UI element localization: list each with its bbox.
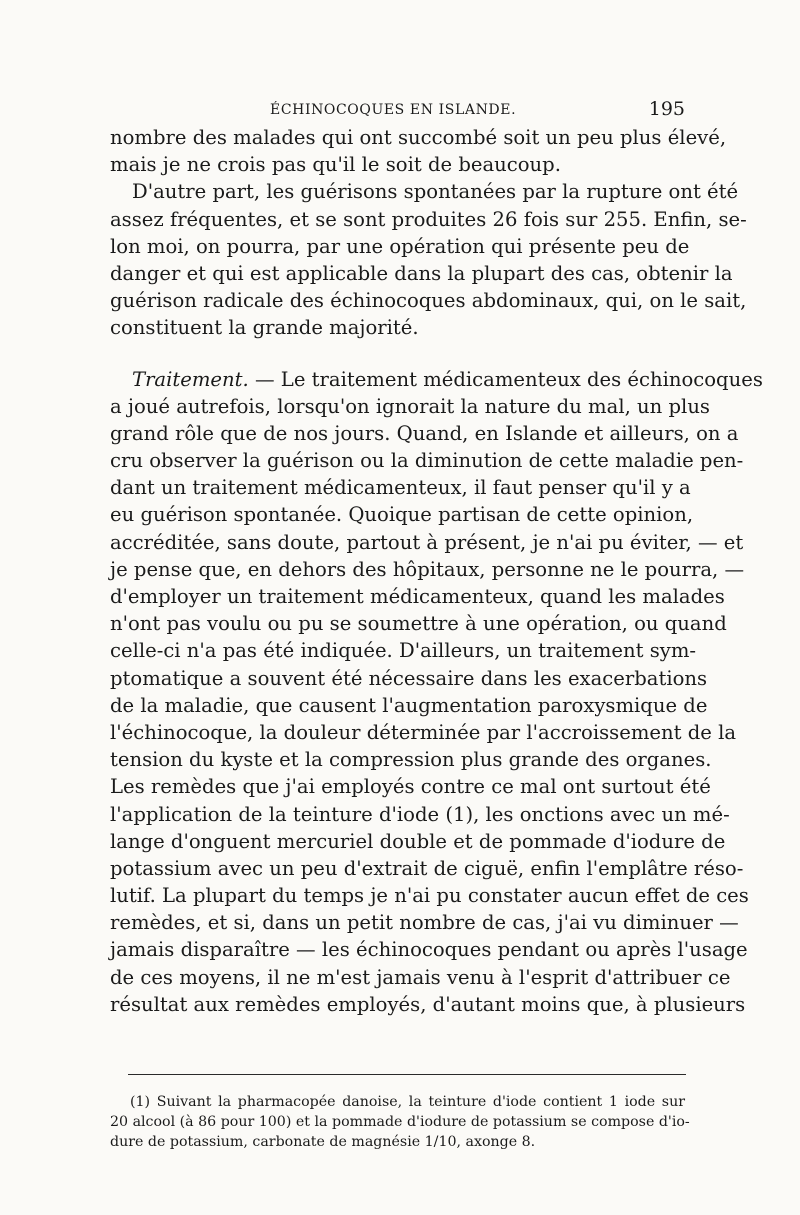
text-line: je pense que, en dehors des hôpitaux, personne ne le pourra, — <box>110 557 745 581</box>
text-line: assez fréquentes, et se sont produites 26 fois sur 255. Enfin, se- <box>110 207 747 231</box>
text-line: grand rôle que de nos jours. Quand, en Islande et ailleurs, on a <box>110 421 739 445</box>
text-line: guérison radicale des échinocoques abdominaux, qui, on le sait, <box>110 289 747 313</box>
paragraph-guerisons <box>110 178 747 341</box>
section-lead: Traitement. <box>132 367 249 391</box>
page-header <box>110 98 685 120</box>
text-line: tension du kyste et la compression plus grande des organes. <box>110 748 712 772</box>
text-line: dant un traitement médicamenteux, il faut penser qu'il y a <box>110 476 691 500</box>
text-line <box>110 366 763 393</box>
text-line: celle-ci n'a pas été indiquée. D'ailleurs, un traitement sym- <box>110 639 697 663</box>
text-line: eu guérison spontanée. Quoique partisan de cette opinion, <box>110 503 694 527</box>
footnote-rule <box>128 1074 686 1075</box>
footnote-line: 20 alcool (à 86 pour 100) et la pommade d'iodure de potassium se compose d'io- <box>110 1114 690 1130</box>
text-line: D'autre part, les guérisons spontanées par la rupture ont été <box>132 180 739 204</box>
text-line: ptomatique a souvent été nécessaire dans les exacerbations <box>110 666 708 690</box>
text-line: lon moi, on pourra, par une opération qui présente peu de <box>110 234 690 258</box>
text-line: lange d'onguent mercuriel double et de pommade d'iodure de <box>110 829 726 853</box>
lead-line-rest: — Le traitement médicamenteux des échinocoques <box>254 367 763 391</box>
text-line: lutif. La plupart du temps je n'ai pu constater aucun effet de ces <box>110 884 749 908</box>
text-line: résultat aux remèdes employés, d'autant moins que, à plusieurs <box>110 992 746 1016</box>
footnote <box>110 1092 690 1152</box>
text-line: remèdes, et si, dans un petit nombre de cas, j'ai vu diminuer — <box>110 911 739 935</box>
text-line: accréditée, sans doute, partout à présent, je n'ai pu éviter, — et <box>110 530 744 554</box>
body-text <box>110 124 763 1018</box>
text-line: l'échinocoque, la douleur déterminée par l'accroissement de la <box>110 720 737 744</box>
running-title: ÉCHINOCOQUES EN ISLANDE. <box>270 102 517 118</box>
footnote-line: (1) Suivant la pharmacopée danoise, la teinture d'iode contient 1 iode sur <box>130 1094 685 1110</box>
text-line: cru observer la guérison ou la diminution de cette maladie pen- <box>110 449 744 473</box>
text-line: n'ont pas voulu ou pu se soumettre à une opération, ou quand <box>110 612 727 636</box>
text-line: l'application de la teinture d'iode (1), les onctions avec un mé- <box>110 802 730 826</box>
text-line: nombre des malades qui ont succombé soit un peu plus élevé, <box>110 126 727 149</box>
footnote-line: dure de potassium, carbonate de magnésie 1/10, axonge 8. <box>110 1134 536 1150</box>
text-line: potassium avec un peu d'extrait de ciguë, enfin l'emplâtre réso- <box>110 856 744 880</box>
paragraph-gap <box>110 342 685 366</box>
text-line: constituent la grande majorité. <box>110 316 419 340</box>
text-line: d'employer un traitement médicamenteux, quand les malades <box>110 585 725 608</box>
text-line: a joué autrefois, lorsqu'on ignorait la nature du mal, un plus <box>110 394 710 418</box>
paragraph-traitement <box>110 366 763 1019</box>
page-number: 195 <box>648 98 685 120</box>
paragraph-continuation <box>110 124 727 178</box>
text-line: danger et qui est applicable dans la plupart des cas, obtenir la <box>110 261 733 285</box>
text-line: de la maladie, que causent l'augmentation paroxysmique de <box>110 693 708 717</box>
text-line: jamais disparaître — les échinocoques pendant ou après l'usage <box>110 938 748 962</box>
text-line: Les remèdes que j'ai employés contre ce mal ont surtout été <box>110 775 711 799</box>
text-line: mais je ne crois pas qu'il le soit de beaucoup. <box>110 153 561 177</box>
text-line: de ces moyens, il ne m'est jamais venu à l'esprit d'attribuer ce <box>110 965 731 989</box>
